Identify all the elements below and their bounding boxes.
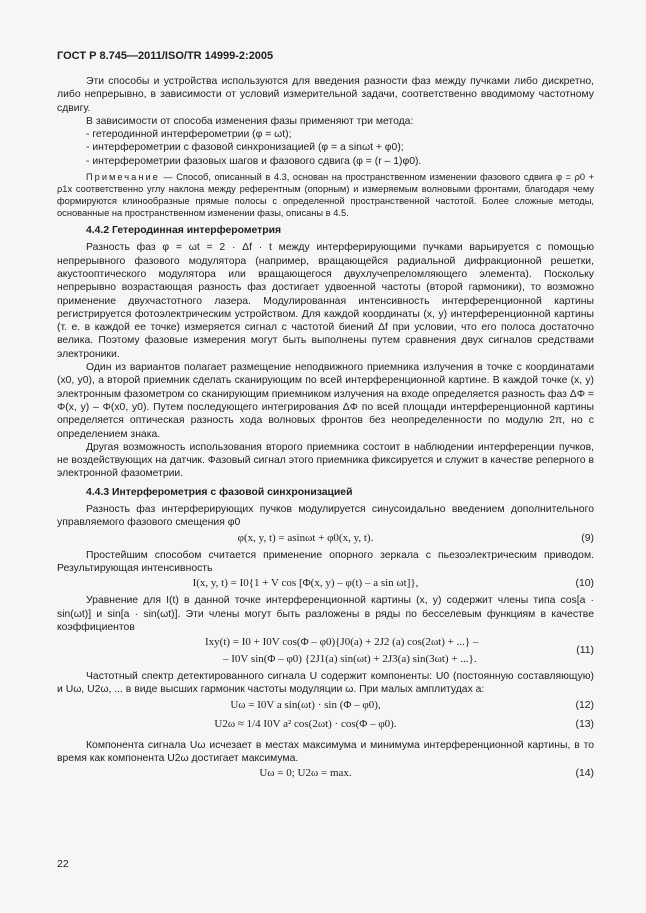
equation-formula: Uω = 0; U2ω = max. xyxy=(259,767,352,780)
equation-number: (10) xyxy=(575,578,594,590)
equation-9 xyxy=(57,530,594,549)
equation-formula: φ(x, y, t) = asinωt + φ0(x, y, t). xyxy=(237,531,374,544)
equation-formula: U2ω ≈ 1/4 I0V a² cos(2ωt) · cos(Φ – φ0). xyxy=(214,717,397,730)
equation-number: (12) xyxy=(575,699,594,711)
equation-number: (14) xyxy=(575,768,594,780)
paragraph: Компонента сигнала Uω исчезает в местах максимума и минимума интерференционной картины, в то время как компонента U2ω достигает максимума. xyxy=(57,739,594,764)
paragraph: Простейшим способом считается применение опорного зеркала с пьезоэлектрическим приводом. Результирующая интенсивность xyxy=(57,549,594,574)
equation-10 xyxy=(57,575,594,594)
paragraph: Разность фаз φ = ωt = 2 · Δf · t между интерферирующими пучками варьируется с помощью непрерывного фазового модулятора (например, вращающейся радиальной дифракционной решетки, акустооптического модулятора или вращающегося двухлучепреломляющего элемента). Поскольку непрерывно возрастающая разность фаз достигает удвоенной частоты (второй гармоники), то возможно применение двухчастотного лазера. Модулированная интенсивность интерференционной картины регистрируется фотоэлектрическим устройством. Для каждой координаты (x, y) интерференционной картины (т. е. в каждой ее точке) измеряется сигнал с частотой биений Δf при условии, что его полоса достаточно велика. Поэтому фазовые измерения могут быть выполнены путем сравнения двух сигналов средствами электроники. xyxy=(57,242,594,360)
equation-11 xyxy=(57,634,594,670)
note-text: — Способ, описанный в 4.3, основан на пространственном изменении фазового сдвига φ = ρ0 + ρ1x соответственно углу наклона между референтным (опорным) и измеряемым волновыми фронтами, благодаря чему формируются клинообразные прямые полосы с определенной пространственной частотой. Более сложные методы, основанные на пространственном изменении фазы, описаны в 4.5. xyxy=(57,172,594,219)
equation-formula: Uω = I0V a sin(ωt) · sin (Φ – φ0), xyxy=(230,698,381,711)
paragraph: Другая возможность использования второго приемника состоит в наблюдении интерференции пучков, не воздействующих на датчик. Фазовый сигнал этого приемника фиксируется и служит в качестве реперного в электронной фазометрии. xyxy=(57,441,594,480)
paragraph: В зависимости от способа изменения фазы применяют три метода: xyxy=(86,115,414,127)
paragraph: Уравнение для I(t) в данной точке интерференционной картины (x, y) содержит члены типа cos[a · sin(ωt)] и sin[a · sin(ωt)]. Эти члены могут быть разложены в ряды по бесселевым функциям в качестве коэффициентов xyxy=(57,595,594,633)
list-item: - гетеродинной интерферометрии (φ = ωt); xyxy=(86,129,292,141)
page-body xyxy=(57,75,594,784)
document-header: ГОСТ Р 8.745—2011/ISO/TR 14999-2:2005 xyxy=(57,50,274,62)
equation-13 xyxy=(57,716,594,739)
equation-12 xyxy=(57,697,594,716)
equation-number: (9) xyxy=(581,532,594,544)
equation-formula-line2: – I0V sin(Φ – φ0) {2J1(a) sin(ωt) + 2J3(a) sin(3ωt) + ...}. xyxy=(223,653,477,666)
paragraph: Разность фаз интерферирующих пучков модулируется синусоидально введением дополнительного управляемого фазового смещения φ0 xyxy=(57,504,594,529)
section-heading: 4.4.3 Интерферометрия с фазовой синхронизацией xyxy=(86,486,353,498)
paragraph: Частотный спектр детектированного сигнала U содержит компоненты: U0 (постоянную составляющую) и Uω, U2ω, ... в виде высших гармоник частоты модуляции ω. При малых амплитудах a: xyxy=(57,671,594,696)
note-label: Примечание xyxy=(86,172,160,183)
equation-number: (11) xyxy=(576,645,594,657)
equation-number: (13) xyxy=(575,718,594,730)
equation-formula-line1: Ixy(t) = I0 + I0V cos(Φ – φ0){J0(a) + 2J2 (a) cos(2ωt) + ...} – xyxy=(205,636,479,649)
section-heading: 4.4.2 Гетеродинная интерферометрия xyxy=(86,225,282,237)
note xyxy=(57,171,594,219)
method-list xyxy=(57,128,594,168)
paragraph: Эти способы и устройства используются для введения разности фаз между пучками либо дискретно, либо непрерывно, в зависимости от условий измерительной задачи, соответственно вводимому частотному сдвигу. xyxy=(57,76,594,114)
equation-formula: I(x, y, t) = I0{1 + V cos [Φ(x, y) – φ(t) – a sin ωt]}, xyxy=(192,577,419,590)
list-item: - интерферометрии фазовых шагов и фазового сдвига (φ = (r – 1)φ0). xyxy=(86,155,422,167)
list-item: - интерферометрии с фазовой синхронизацией (φ = a sinωt + φ0); xyxy=(86,142,404,154)
equation-14 xyxy=(57,765,594,784)
paragraph: Один из вариантов полагает размещение неподвижного приемника излучения в точке с координатами (x0, y0), а второй приемник сделать сканирующим по всей интерференционной картине. В каждой точке (x, y) электронным фазометром со сканирующим приемником излучения на входе определяется разность фаз ΔΦ = Φ(x, y) – Φ(x0, y0). Путем последующего интегрирования ΔΦ по всей площади интерференционной картины определяется оптическая разность хода волновых фронтов без неопределенности по модулю 2π, но с определением знака. xyxy=(57,362,594,440)
page-number: 22 xyxy=(57,858,69,870)
